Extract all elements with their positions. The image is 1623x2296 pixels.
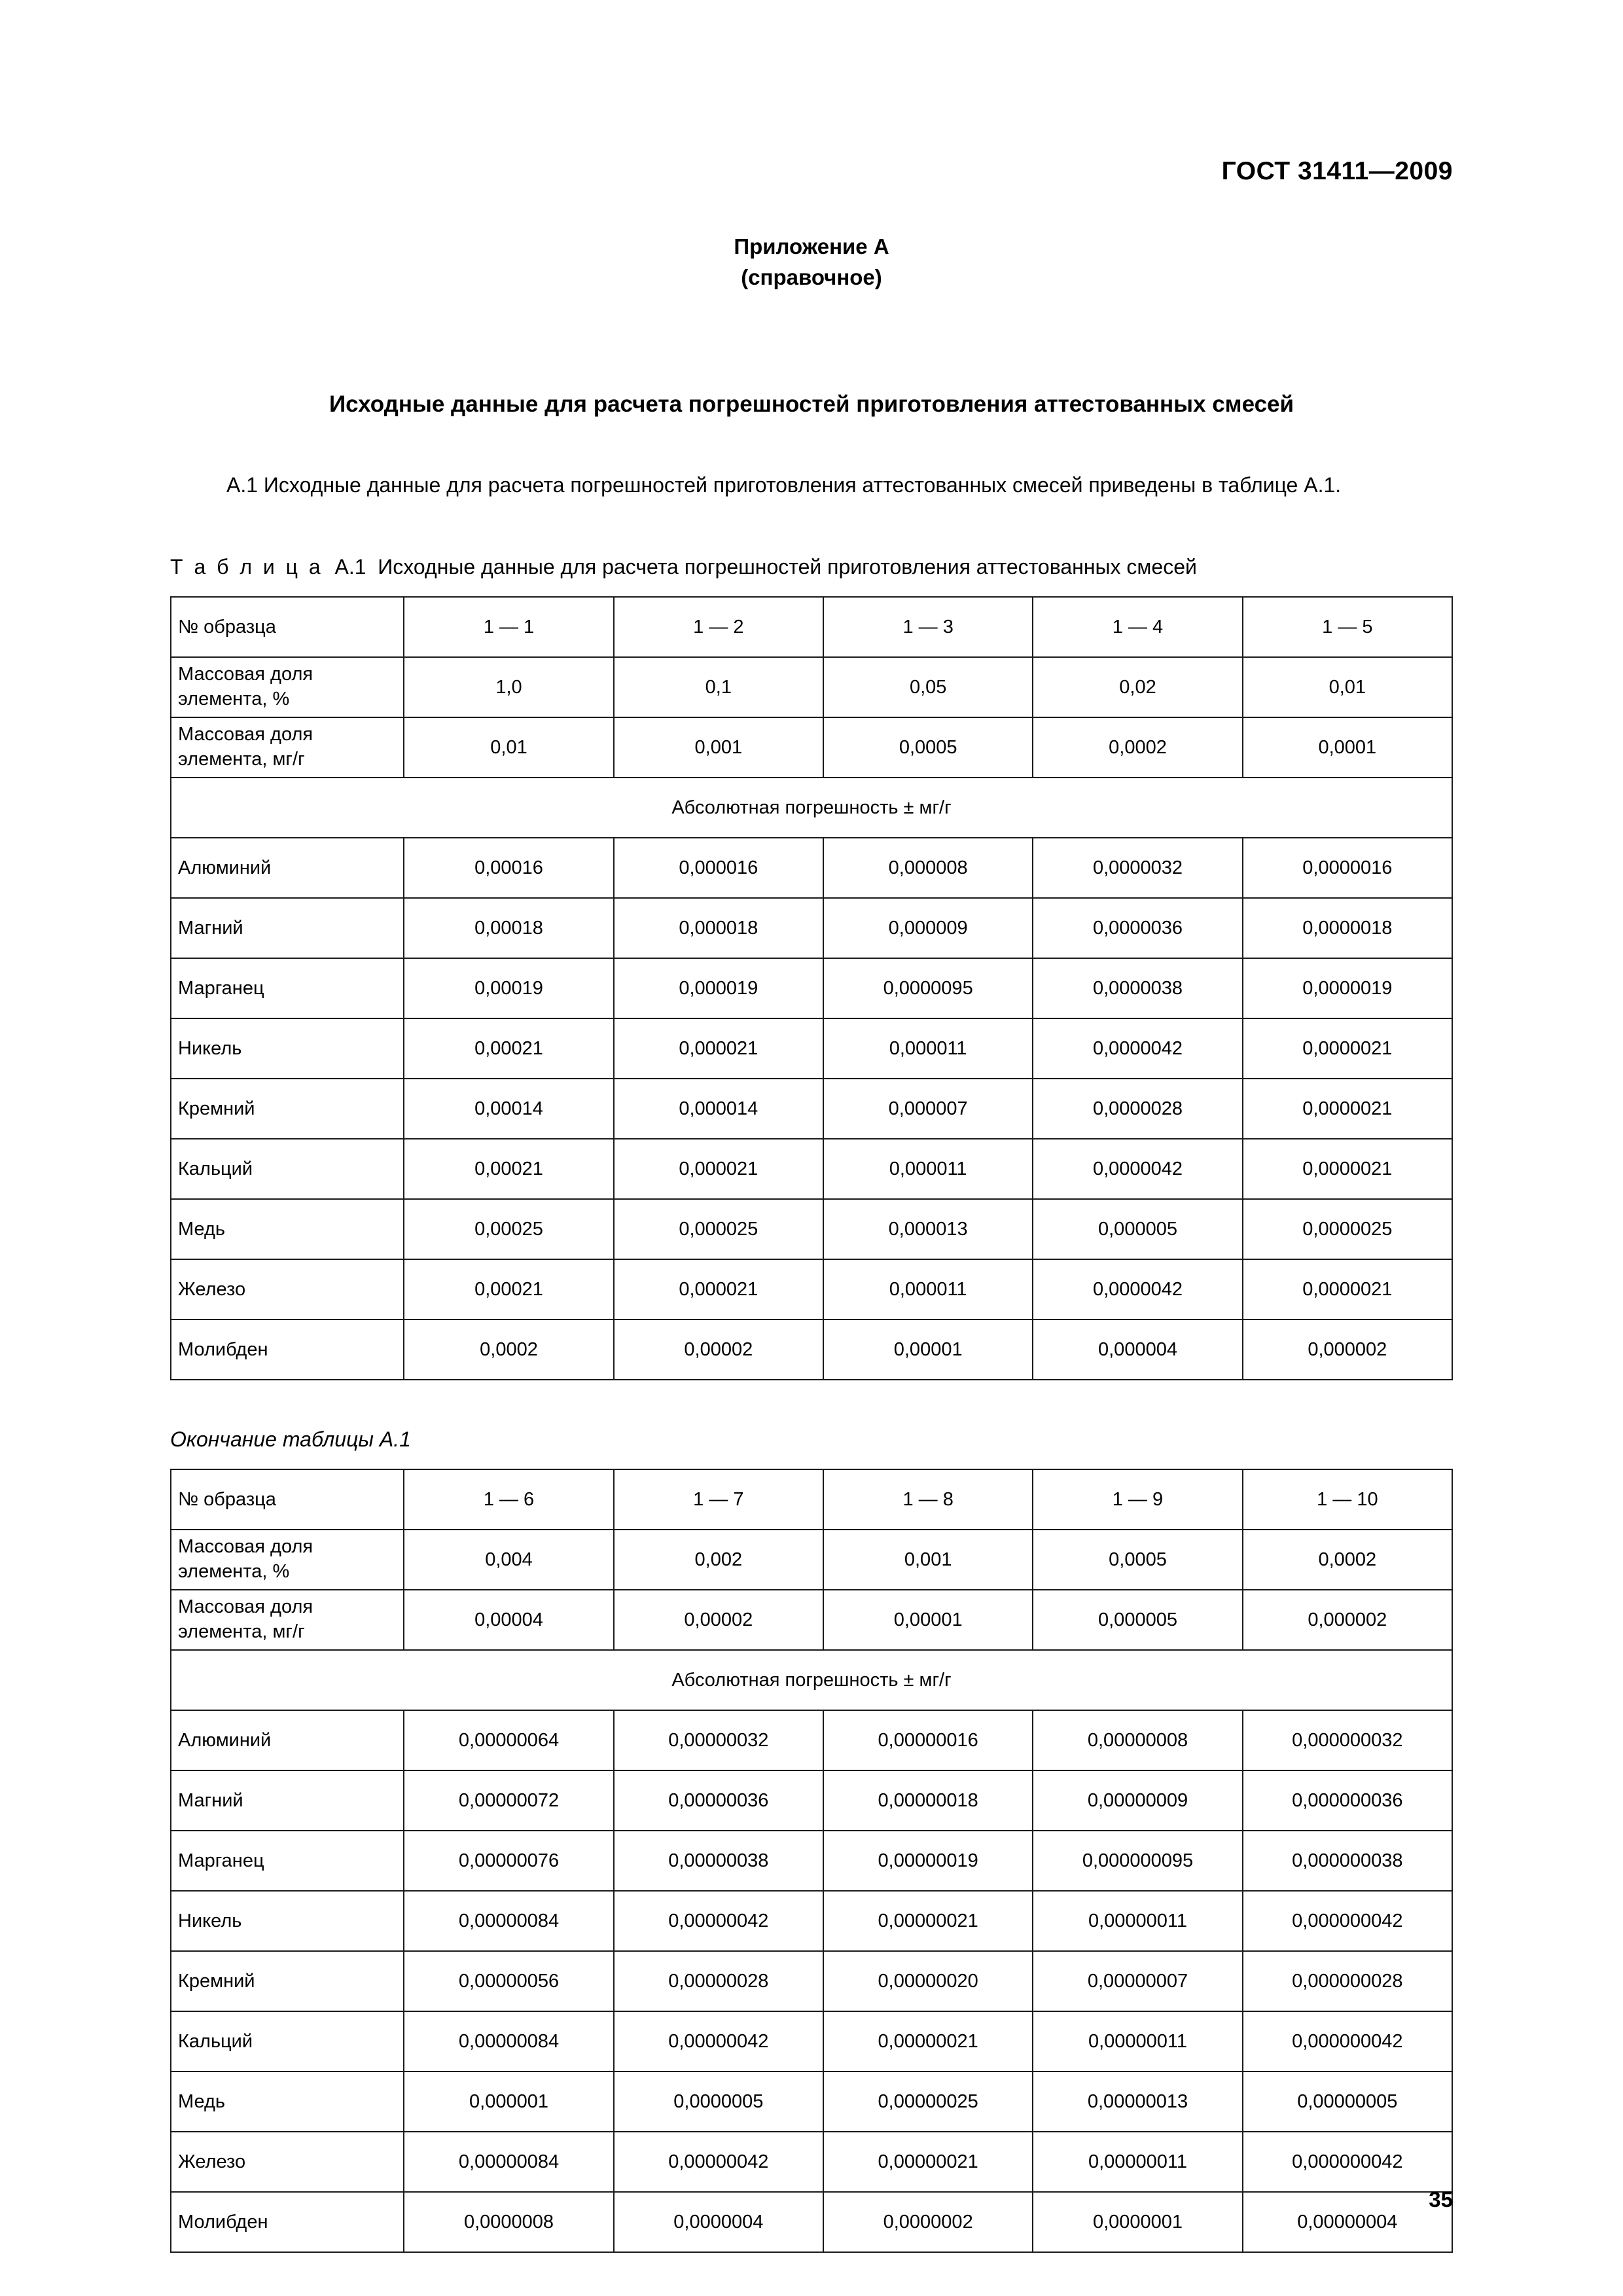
table-row (171, 1259, 1452, 1319)
table2-cell: 0,000000036 (1243, 1770, 1452, 1831)
annex-title: Исходные данные для расчета погрешностей приготовления аттестованных смесей (329, 391, 1294, 417)
table1-cell: 0,0000021 (1243, 1259, 1452, 1319)
table1-element-label: Алюминий (171, 838, 404, 898)
table1-cell: 0,0000019 (1243, 958, 1452, 1018)
table2-cell: 0,00000021 (823, 2132, 1033, 2192)
table1-header-cell-3: 1 — 3 (823, 597, 1033, 657)
table1-percent-value: 0,01 (1243, 657, 1452, 717)
table-row (171, 1710, 1452, 1770)
table1-caption-label: Т а б л и ц а (170, 555, 323, 579)
table1-cell: 0,000011 (823, 1018, 1033, 1079)
table2-cell: 0,0000005 (614, 2072, 823, 2132)
table1-cell: 0,0002 (404, 1319, 613, 1380)
table1-cell: 0,0000036 (1033, 898, 1242, 958)
table1-cell: 0,0000042 (1033, 1018, 1242, 1079)
table2-cell: 0,00000019 (823, 1831, 1033, 1891)
table-row (171, 778, 1452, 838)
table2-cell: 0,00000042 (614, 2011, 823, 2072)
table-row (171, 1590, 1452, 1650)
table2-cell: 0,00000072 (404, 1770, 613, 1831)
table1-cell: 0,00016 (404, 838, 613, 898)
table-row (171, 838, 1452, 898)
table1-cell: 0,00021 (404, 1139, 613, 1199)
paragraph-a1 (170, 470, 1453, 500)
paragraph-a1-text: А.1 Исходные данные для расчета погрешностей приготовления аттестованных смесей приведены в таблице А.1. (226, 473, 1342, 497)
table1-cell: 0,0000028 (1033, 1079, 1242, 1139)
table1-section-title: Абсолютная погрешность ± мг/г (171, 778, 1452, 838)
table2-cell: 0,000000028 (1243, 1951, 1452, 2011)
table1-percent-value: 0,05 (823, 657, 1033, 717)
table-row (171, 898, 1452, 958)
table1-percent-value: 1,0 (404, 657, 613, 717)
table1-cell: 0,000005 (1033, 1199, 1242, 1259)
table2-cell: 0,00000076 (404, 1831, 613, 1891)
table1-cell: 0,000021 (614, 1259, 823, 1319)
table-a1-continued (170, 1469, 1453, 2253)
table2-cell: 0,000000042 (1243, 2132, 1452, 2192)
table2-element-label: Марганец (171, 1831, 404, 1891)
table1-cell: 0,000013 (823, 1199, 1033, 1259)
table2-header-cell-0: № образца (171, 1469, 404, 1530)
table1-cell: 0,000025 (614, 1199, 823, 1259)
table2-cell: 0,00000038 (614, 1831, 823, 1891)
table-row (171, 2192, 1452, 2252)
table-row (171, 1018, 1452, 1079)
table2-mgg-value: 0,00001 (823, 1590, 1033, 1650)
table1-cell: 0,00021 (404, 1259, 613, 1319)
table2-cell: 0,000000095 (1033, 1831, 1242, 1891)
table2-element-label: Алюминий (171, 1710, 404, 1770)
table2-cell: 0,00000025 (823, 2072, 1033, 2132)
table1-cell: 0,000002 (1243, 1319, 1452, 1380)
table-row (171, 1530, 1452, 1590)
table1-cell: 0,0000032 (1033, 838, 1242, 898)
table1-cell: 0,000021 (614, 1018, 823, 1079)
table2-percent-value: 0,0002 (1243, 1530, 1452, 1590)
table-row (171, 2072, 1452, 2132)
table1-cell: 0,00001 (823, 1319, 1033, 1380)
table1-caption (170, 555, 1453, 579)
table1-header-cell-1: 1 — 1 (404, 597, 613, 657)
table2-cell: 0,00000032 (614, 1710, 823, 1770)
table-row (171, 1139, 1452, 1199)
table-row (171, 1469, 1452, 1530)
table2-cell: 0,00000011 (1033, 2011, 1242, 2072)
table2-cell: 0,00000021 (823, 1891, 1033, 1951)
table2-header-cell-5: 1 — 10 (1243, 1469, 1452, 1530)
table1-percent-value: 0,02 (1033, 657, 1242, 717)
table1-cell: 0,0000025 (1243, 1199, 1452, 1259)
table1-cell: 0,000018 (614, 898, 823, 958)
table2-cell: 0,00000064 (404, 1710, 613, 1770)
table2-cell: 0,00000084 (404, 1891, 613, 1951)
table2-cell: 0,000000032 (1243, 1710, 1452, 1770)
table-row (171, 2011, 1452, 2072)
table1-caption-number: А.1 (334, 555, 366, 579)
table1-caption-text: Исходные данные для расчета погрешностей приготовления аттестованных смесей (378, 555, 1197, 579)
table2-mgg-value: 0,00004 (404, 1590, 613, 1650)
table2-caption: Окончание таблицы А.1 (170, 1427, 411, 1452)
table2-header-cell-3: 1 — 8 (823, 1469, 1033, 1530)
table2-cell: 0,00000007 (1033, 1951, 1242, 2011)
table2-cell: 0,00000016 (823, 1710, 1033, 1770)
table-row (171, 657, 1452, 717)
table2-cell: 0,00000028 (614, 1951, 823, 2011)
table2-cell: 0,00000013 (1033, 2072, 1242, 2132)
table1-cell: 0,000011 (823, 1139, 1033, 1199)
table2-cell: 0,0000008 (404, 2192, 613, 2252)
table1-element-label: Никель (171, 1018, 404, 1079)
table-row (171, 1831, 1452, 1891)
table1-mgg-value: 0,0001 (1243, 717, 1452, 778)
table1-element-label: Железо (171, 1259, 404, 1319)
table2-cell: 0,00000042 (614, 1891, 823, 1951)
table2-cell: 0,00000020 (823, 1951, 1033, 2011)
table1-cell: 0,000004 (1033, 1319, 1242, 1380)
table-row (171, 2132, 1452, 2192)
table-row (171, 1319, 1452, 1380)
table2-cell: 0,000000042 (1243, 2011, 1452, 2072)
annex-type: (справочное) (741, 264, 882, 289)
table1-cell: 0,00014 (404, 1079, 613, 1139)
table-row (171, 1891, 1452, 1951)
table2-element-label: Железо (171, 2132, 404, 2192)
table1-mgg-value: 0,01 (404, 717, 613, 778)
table1-header-cell-5: 1 — 5 (1243, 597, 1452, 657)
table2-cell: 0,00000021 (823, 2011, 1033, 2072)
table1-cell: 0,0000042 (1033, 1259, 1242, 1319)
table-row (171, 1650, 1452, 1710)
table2-percent-value: 0,0005 (1033, 1530, 1242, 1590)
table2-cell: 0,00000011 (1033, 1891, 1242, 1951)
table1-percent-value: 0,1 (614, 657, 823, 717)
table1-element-label: Магний (171, 898, 404, 958)
table2-cell: 0,0000001 (1033, 2192, 1242, 2252)
table2-cell: 0,00000084 (404, 2132, 613, 2192)
table1-cell: 0,0000042 (1033, 1139, 1242, 1199)
page-header-standard: ГОСТ 31411—2009 (1221, 157, 1453, 185)
table-row (171, 1770, 1452, 1831)
table1-cell: 0,000008 (823, 838, 1033, 898)
table1-cell: 0,00021 (404, 1018, 613, 1079)
table2-cell: 0,00000036 (614, 1770, 823, 1831)
table-a1 (170, 596, 1453, 1380)
table2-percent-value: 0,002 (614, 1530, 823, 1590)
table1-percent-label: Массовая доля элемента, % (171, 657, 404, 717)
table2-cell: 0,00000008 (1033, 1710, 1242, 1770)
table1-cell: 0,000014 (614, 1079, 823, 1139)
table-row (171, 597, 1452, 657)
table1-cell: 0,00018 (404, 898, 613, 958)
table2-cell: 0,000000038 (1243, 1831, 1452, 1891)
table1-element-label: Кальций (171, 1139, 404, 1199)
table1-cell: 0,0000095 (823, 958, 1033, 1018)
table2-cell: 0,00000042 (614, 2132, 823, 2192)
table-row (171, 717, 1452, 778)
table1-cell: 0,00019 (404, 958, 613, 1018)
table2-mgg-value: 0,000005 (1033, 1590, 1242, 1650)
table1-cell: 0,00002 (614, 1319, 823, 1380)
table2-mgg-value: 0,00002 (614, 1590, 823, 1650)
table1-cell: 0,00025 (404, 1199, 613, 1259)
page-number: 35 (1429, 2187, 1453, 2212)
table1-element-label: Медь (171, 1199, 404, 1259)
table2-element-label: Молибден (171, 2192, 404, 2252)
table1-cell: 0,000016 (614, 838, 823, 898)
table1-cell: 0,0000016 (1243, 838, 1452, 898)
table1-cell: 0,0000038 (1033, 958, 1242, 1018)
table2-mgg-label: Массовая доля элемента, мг/г (171, 1590, 404, 1650)
table2-percent-label: Массовая доля элемента, % (171, 1530, 404, 1590)
annex-heading (170, 232, 1453, 293)
table2-header-cell-1: 1 — 6 (404, 1469, 613, 1530)
table2-cell: 0,00000056 (404, 1951, 613, 2011)
table1-mgg-value: 0,001 (614, 717, 823, 778)
table1-cell: 0,0000018 (1243, 898, 1452, 958)
table2-cell: 0,00000004 (1243, 2192, 1452, 2252)
table2-element-label: Никель (171, 1891, 404, 1951)
table2-cell: 0,00000009 (1033, 1770, 1242, 1831)
table1-cell: 0,0000021 (1243, 1018, 1452, 1079)
table1-element-label: Молибден (171, 1319, 404, 1380)
table2-percent-value: 0,004 (404, 1530, 613, 1590)
table1-header-cell-4: 1 — 4 (1033, 597, 1242, 657)
table1-header-cell-0: № образца (171, 597, 404, 657)
table1-cell: 0,000021 (614, 1139, 823, 1199)
table1-mgg-label: Массовая доля элемента, мг/г (171, 717, 404, 778)
table2-cell: 0,00000018 (823, 1770, 1033, 1831)
table1-cell: 0,0000021 (1243, 1139, 1452, 1199)
table2-cell: 0,00000084 (404, 2011, 613, 2072)
table1-cell: 0,0000021 (1243, 1079, 1452, 1139)
table2-header-cell-4: 1 — 9 (1033, 1469, 1242, 1530)
table-row (171, 1951, 1452, 2011)
table2-mgg-value: 0,000002 (1243, 1590, 1452, 1650)
table2-cell: 0,00000011 (1033, 2132, 1242, 2192)
table1-mgg-value: 0,0005 (823, 717, 1033, 778)
table2-cell: 0,00000005 (1243, 2072, 1452, 2132)
table1-cell: 0,000019 (614, 958, 823, 1018)
table2-cell: 0,000000042 (1243, 1891, 1452, 1951)
table2-cell: 0,0000002 (823, 2192, 1033, 2252)
table2-cell: 0,000001 (404, 2072, 613, 2132)
table1-element-label: Кремний (171, 1079, 404, 1139)
table2-section-title: Абсолютная погрешность ± мг/г (171, 1650, 1452, 1710)
table2-element-label: Магний (171, 1770, 404, 1831)
table1-cell: 0,000007 (823, 1079, 1033, 1139)
table1-cell: 0,000011 (823, 1259, 1033, 1319)
table1-cell: 0,000009 (823, 898, 1033, 958)
table1-mgg-value: 0,0002 (1033, 717, 1242, 778)
table2-cell: 0,0000004 (614, 2192, 823, 2252)
table-row (171, 1079, 1452, 1139)
table2-element-label: Кальций (171, 2011, 404, 2072)
table1-element-label: Марганец (171, 958, 404, 1018)
table-row (171, 958, 1452, 1018)
table2-percent-value: 0,001 (823, 1530, 1033, 1590)
table2-header-cell-2: 1 — 7 (614, 1469, 823, 1530)
table-row (171, 1199, 1452, 1259)
table2-element-label: Кремний (171, 1951, 404, 2011)
table2-element-label: Медь (171, 2072, 404, 2132)
table1-header-cell-2: 1 — 2 (614, 597, 823, 657)
annex-label: Приложение А (734, 234, 889, 259)
